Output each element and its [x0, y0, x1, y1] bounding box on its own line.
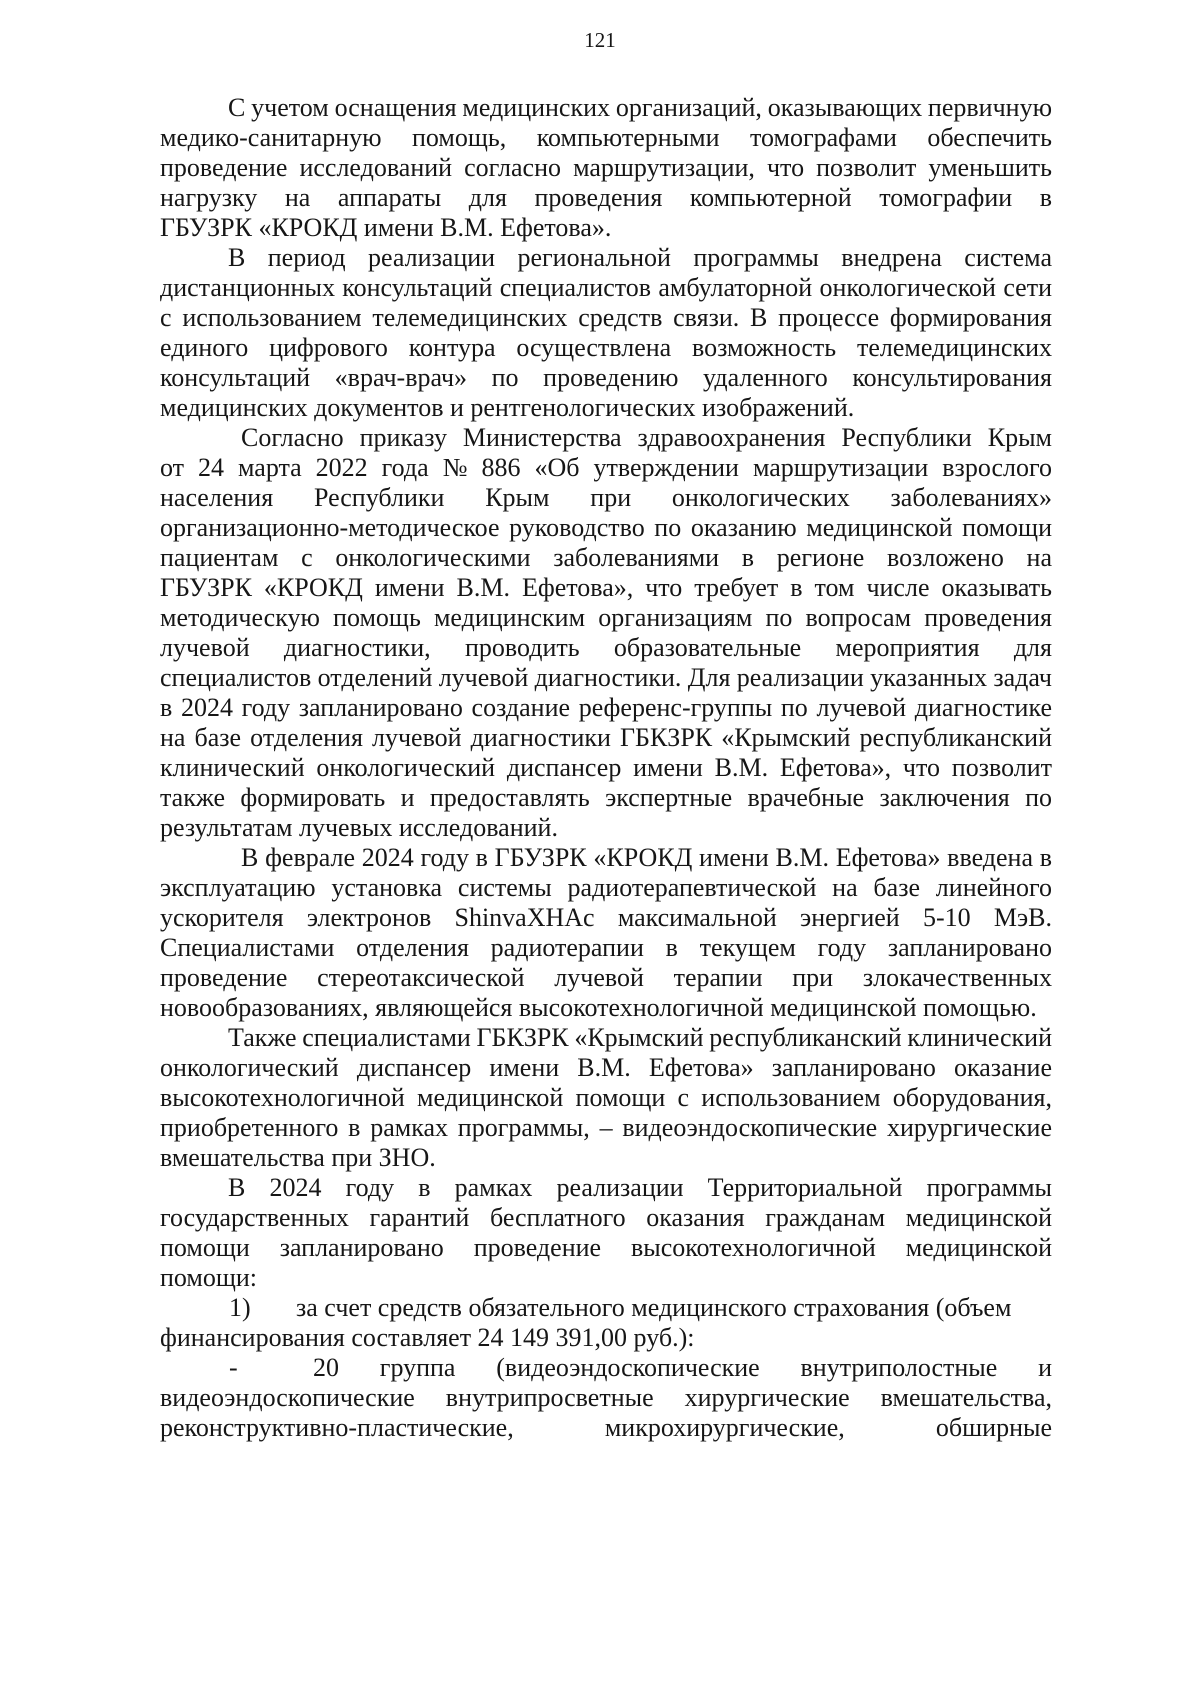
text-line: В 2024 году в рамках реализации Территориальной программы [228, 1173, 1052, 1202]
list-item [160, 1293, 1052, 1353]
text-line: единого цифрового контура осуществлена возможность телемедицинских [160, 333, 1052, 362]
document-body [160, 93, 1052, 1443]
paragraph [160, 423, 1052, 843]
text-line [160, 1353, 1052, 1383]
text-line: нагрузку на аппараты для проведения компьютерной томографии в [160, 183, 1052, 212]
text-line: проведение стереотаксической лучевой терапии при злокачественных [160, 963, 1052, 992]
text-line: онкологический диспансер имени В.М. Ефетова» запланировано оказание [160, 1053, 1052, 1082]
list-item [160, 1353, 1052, 1443]
list-marker: 1) [229, 1293, 251, 1322]
text-line: эксплуатацию установка системы радиотерапевтической на базе линейного [160, 873, 1052, 902]
list-item-text: за счет средств обязательного медицинского страхования (объем [296, 1293, 1012, 1322]
text-line: организационно-методическое руководство по оказанию медицинской помощи [160, 513, 1052, 542]
text-line: населения Республики Крым при онкологических заболеваниях» [160, 483, 1052, 512]
text-line: ускорителя электронов ShinvaXHAc максимальной энергией 5-10 МэВ. [160, 903, 1052, 932]
text-line: высокотехнологичной медицинской помощи с использованием оборудования, [160, 1083, 1052, 1112]
paragraph [160, 1023, 1052, 1173]
text-line: лучевой диагностики, проводить образовательные мероприятия для [160, 633, 1052, 662]
text-line: дистанционных консультаций специалистов амбулаторной онкологической сети [160, 273, 1052, 302]
text-line: также формировать и предоставлять экспертные врачебные заключения по [160, 783, 1052, 812]
text-line: видеоэндоскопические внутрипросветные хирургические вмешательства, [160, 1383, 1052, 1412]
text-line: С учетом оснащения медицинских организаций, оказывающих первичную [228, 93, 1052, 122]
text-line: медицинских документов и рентгенологических изображений. [160, 393, 855, 422]
text-line: Специалистами отделения радиотерапии в текущем году запланировано [160, 933, 1052, 962]
text-line: на базе отделения лучевой диагностики ГБКЗРК «Крымский республиканский [160, 723, 1052, 752]
text-line: государственных гарантий бесплатного оказания гражданам медицинской [160, 1203, 1052, 1232]
text-line: результатам лучевых исследований. [160, 813, 558, 842]
paragraph [160, 243, 1052, 423]
text-line: помощи запланировано проведение высокотехнологичной медицинской [160, 1233, 1052, 1262]
text-line: консультаций «врач-врач» по проведению удаленного консультирования [160, 363, 1052, 392]
text-line: новообразованиях, являющейся высокотехнологичной медицинской помощью. [160, 993, 1037, 1022]
text-line: проведение исследований согласно маршрутизации, что позволит уменьшить [160, 153, 1052, 182]
text-line: Также специалистами ГБКЗРК «Крымский республиканский клинический [228, 1023, 1052, 1052]
text-line: ГБУЗРК «КРОКД имени В.М. Ефетова», что требует в том числе оказывать [160, 573, 1052, 602]
paragraph [160, 1173, 1052, 1293]
text-line: В период реализации региональной программы внедрена система [228, 243, 1052, 272]
list-marker: - [229, 1353, 238, 1382]
text-line: Согласно приказу Министерства здравоохранения Республики Крым [241, 423, 1052, 452]
text-line: медико-санитарную помощь, компьютерными томографами обеспечить [160, 123, 1052, 152]
paragraph [160, 843, 1052, 1023]
text-line: пациентам с онкологическими заболеваниями в регионе возложено на [160, 543, 1052, 572]
text-line: в 2024 году запланировано создание референс-группы по лучевой диагностике [160, 693, 1052, 722]
text-line: специалистов отделений лучевой диагностики. Для реализации указанных задач [160, 663, 1052, 692]
text-line: реконструктивно-пластические, микрохирургические, обширные [160, 1413, 1052, 1442]
text-line: помощи: [160, 1263, 258, 1292]
page-number: 121 [584, 28, 616, 52]
text-line: от 24 марта 2022 года № 886 «Об утверждении маршрутизации взрослого [160, 453, 1052, 482]
text-line: приобретенного в рамках программы, – видеоэндоскопические хирургические [160, 1113, 1052, 1142]
text-line: клинический онкологический диспансер имени В.М. Ефетова», что позволит [160, 753, 1052, 782]
text-line: ГБУЗРК «КРОКД имени В.М. Ефетова». [160, 213, 612, 242]
text-line [160, 1293, 1052, 1323]
text-line: вмешательства при ЗНО. [160, 1143, 436, 1172]
paragraph [160, 93, 1052, 243]
text-line: В феврале 2024 году в ГБУЗРК «КРОКД имени В.М. Ефетова» введена в [241, 843, 1052, 872]
text-line: методическую помощь медицинским организациям по вопросам проведения [160, 603, 1052, 632]
text-line: с использованием телемедицинских средств связи. В процессе формирования [160, 303, 1052, 332]
text-line: финансирования составляет 24 149 391,00 руб.): [160, 1323, 695, 1352]
list-item-text: 20 группа (видеоэндоскопические внутриполостные и [313, 1353, 1052, 1382]
